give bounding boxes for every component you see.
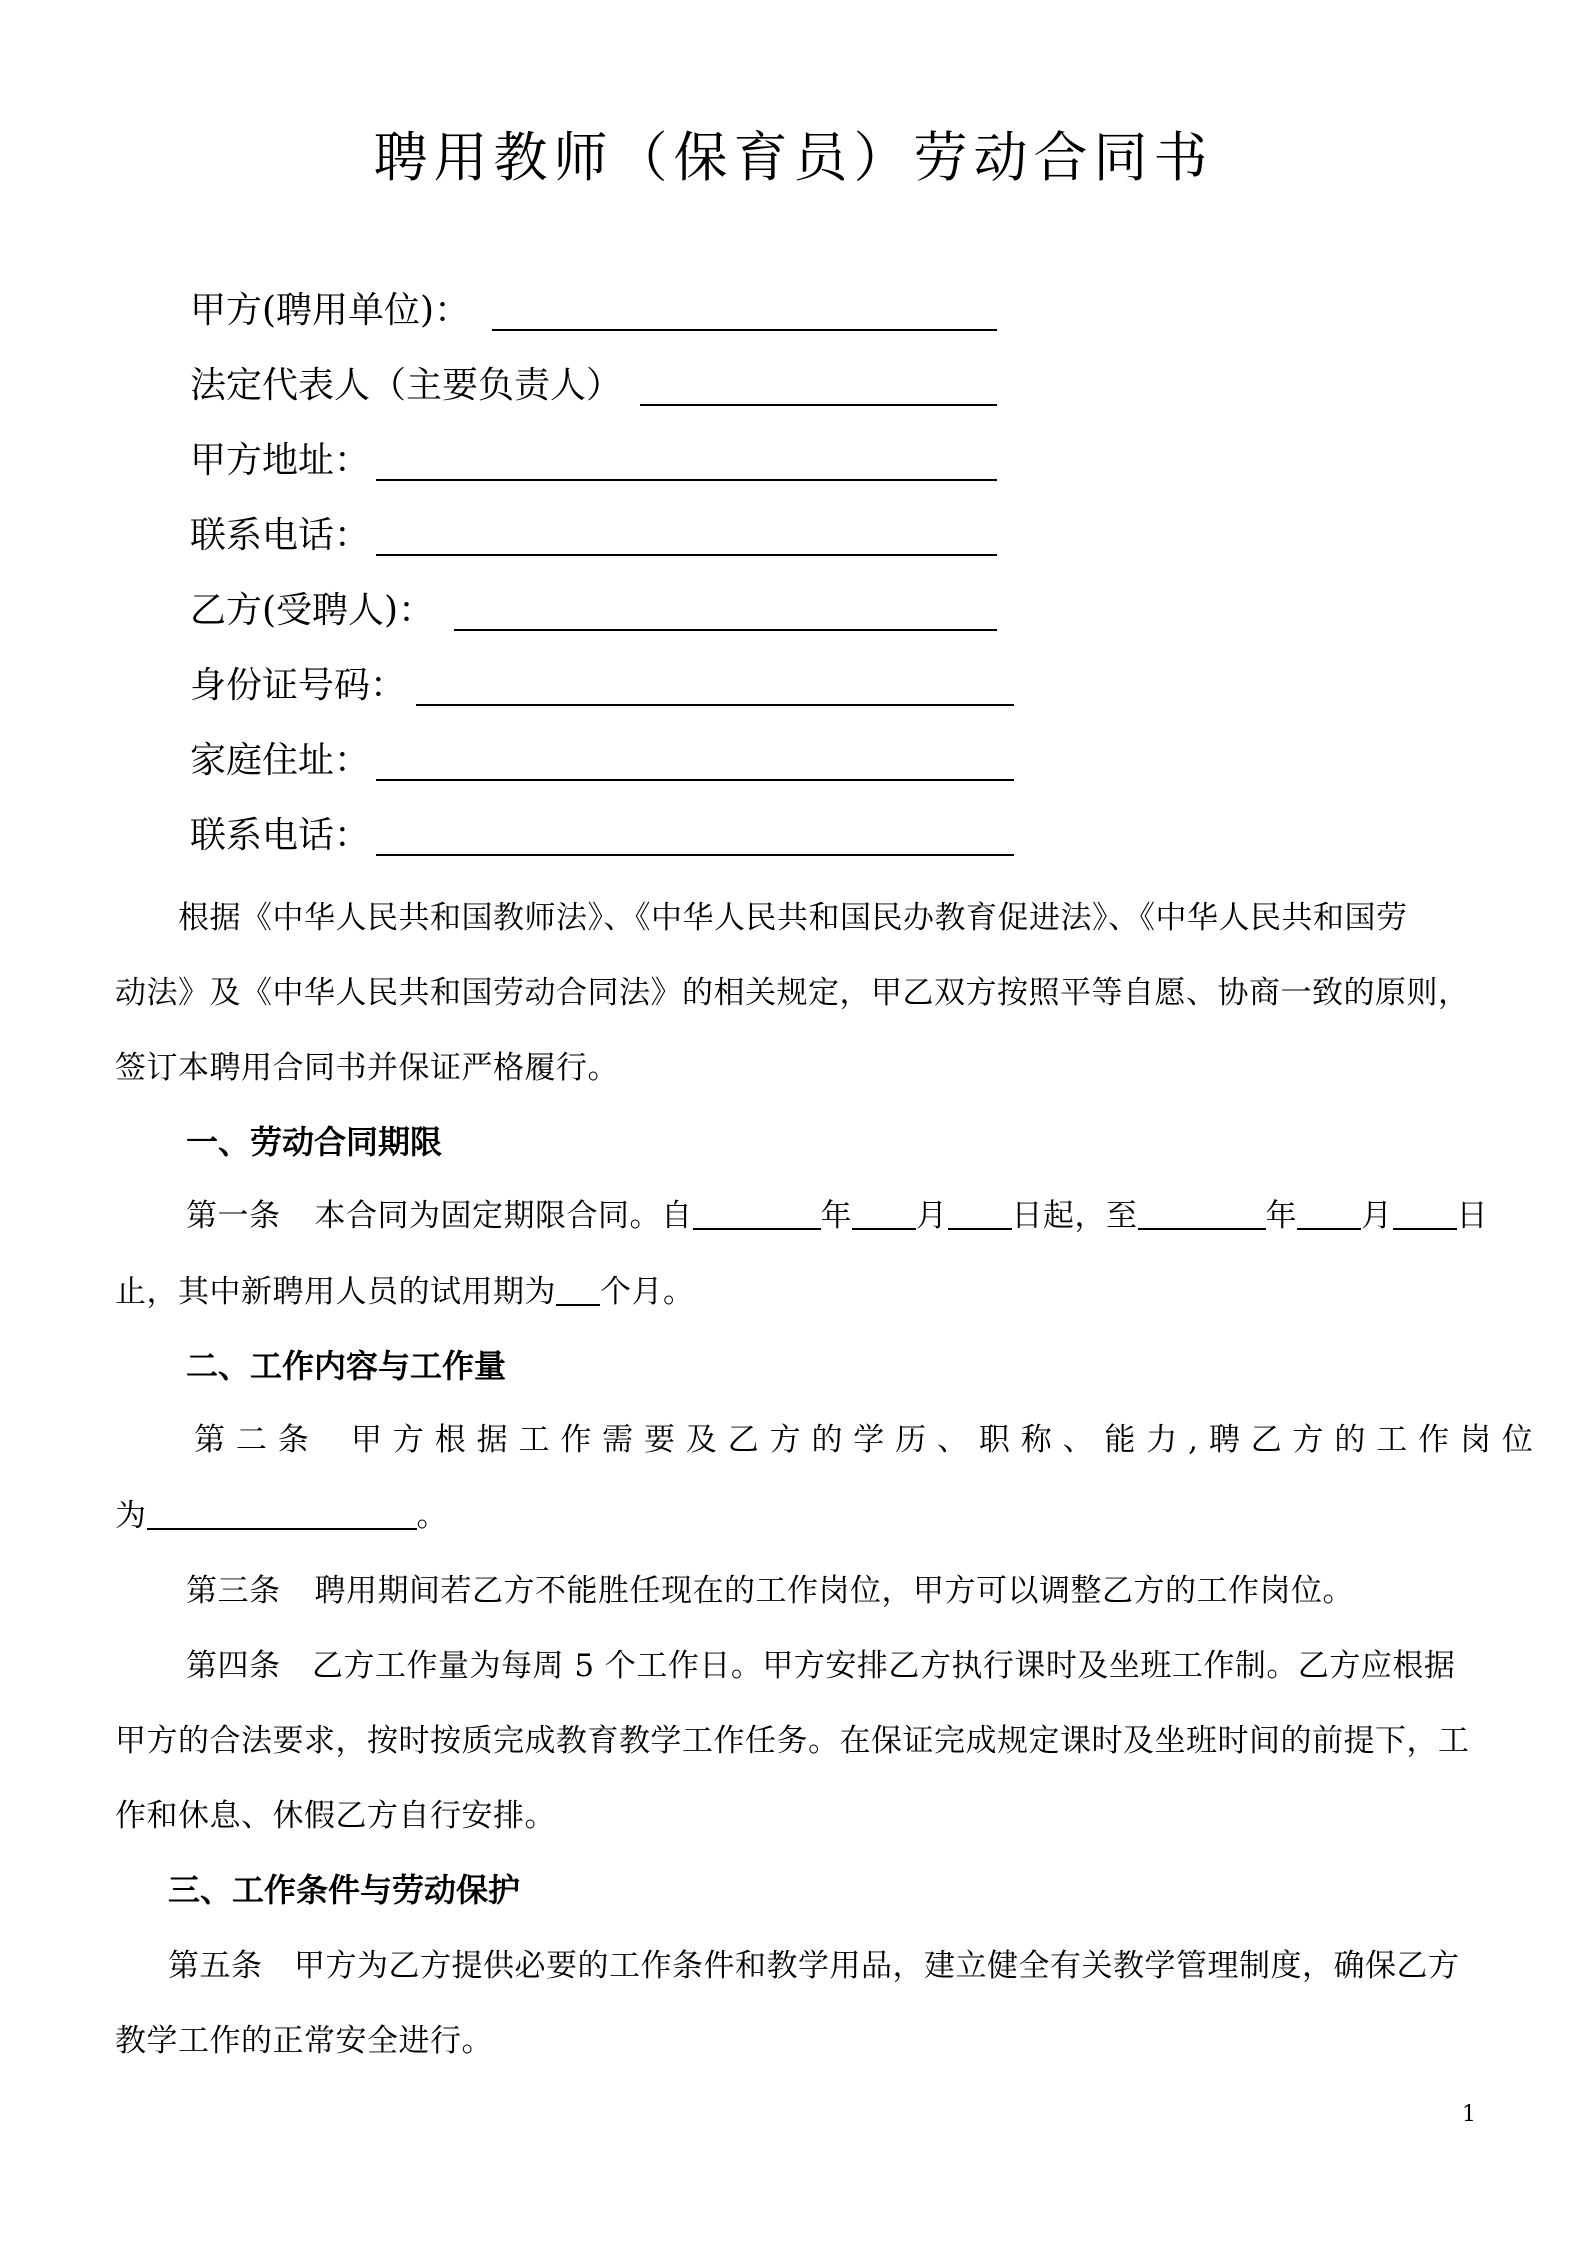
start-month-blank	[852, 1200, 916, 1230]
party-a-phone-blank	[376, 554, 997, 556]
position-blank	[147, 1500, 417, 1530]
end-day-label: 日	[1456, 1198, 1488, 1234]
year-label: 年	[820, 1198, 852, 1234]
party-b-label: 乙方(受聘人)：	[190, 590, 435, 631]
document-title: 聘用教师（保育员）劳动合同书	[373, 126, 1214, 189]
section-2-heading: 二、工作内容与工作量	[186, 1347, 507, 1385]
article-2-prefix: 为	[115, 1498, 147, 1534]
home-address-blank	[376, 779, 1014, 781]
intro-line-3: 签订本聘用合同书并保证严格履行。	[115, 1050, 619, 1086]
day-to-label: 日起，至	[1011, 1198, 1138, 1234]
article-3	[186, 1565, 1354, 1617]
party-a-address-label: 甲方地址：	[190, 440, 371, 481]
end-month-label: 月	[1361, 1198, 1393, 1234]
id-number-blank	[416, 704, 1014, 706]
start-year-blank	[693, 1200, 821, 1230]
end-month-blank	[1297, 1200, 1361, 1230]
end-year-blank	[1138, 1200, 1266, 1230]
article-4-line-2: 甲方的合法要求，按时按质完成教育教学工作任务。在保证完成规定课时及坐班时间的前提下，工	[115, 1723, 1470, 1759]
article-3-label: 第三条	[186, 1573, 281, 1609]
section-3-heading: 三、工作条件与劳动保护	[168, 1871, 521, 1909]
id-number-label: 身份证号码：	[190, 665, 407, 706]
probation-blank	[556, 1276, 600, 1306]
probation-unit: 个月。	[600, 1274, 695, 1310]
article-4-line-1: 第四条 乙方工作量为每周 5 个工作日。甲方安排乙方执行课时及坐班工作制。乙方应根据	[186, 1648, 1456, 1684]
legal-rep-blank	[640, 404, 997, 406]
party-b-phone-label: 联系电话：	[190, 815, 371, 856]
article-1-text-1: 本合同为固定期限合同。自	[314, 1198, 693, 1234]
article-1-line-2	[115, 1266, 695, 1318]
article-2-suffix: 。	[416, 1498, 448, 1534]
party-b-blank	[454, 629, 997, 631]
end-day-blank	[1393, 1200, 1457, 1230]
party-a-blank	[492, 329, 997, 331]
article-4-line-3: 作和休息、休假乙方自行安排。	[115, 1798, 556, 1834]
intro-line-2: 动法》及《中华人民共和国劳动合同法》的相关规定，甲乙双方按照平等自愿、协商一致的原则，	[115, 975, 1470, 1011]
party-b-phone-blank	[376, 854, 1014, 856]
article-5-line-1: 第五条 甲方为乙方提供必要的工作条件和教学用品，建立健全有关教学管理制度，确保乙方	[168, 1948, 1460, 1984]
section-1-heading: 一、劳动合同期限	[186, 1123, 443, 1161]
end-year-label: 年	[1265, 1198, 1297, 1234]
home-address-label: 家庭住址：	[190, 740, 371, 781]
party-a-label: 甲方(聘用单位)：	[190, 290, 471, 331]
article-2-line-1: 第 二 条 甲 方 根 据 工 作 需 要 及 乙 方 的 学 历 、 职 称 、 能 力 , 聘 乙 方 的 工 作 岗 位	[194, 1422, 1534, 1458]
article-3-text: 聘用期间若乙方不能胜任现在的工作岗位，甲方可以调整乙方的工作岗位。	[314, 1573, 1354, 1609]
article-1-line-1	[186, 1190, 1488, 1242]
party-a-address-blank	[376, 479, 997, 481]
legal-rep-label: 法定代表人（主要负责人）	[190, 365, 623, 406]
probation-text: 止，其中新聘用人员的试用期为	[115, 1274, 556, 1310]
page-number: 1	[1462, 2102, 1476, 2127]
intro-line-1: 根据《中华人民共和国教师法》、《中华人民共和国民办教育促进法》、《中华人民共和国劳	[178, 900, 1408, 936]
article-1-label: 第一条	[186, 1198, 281, 1234]
article-2-line-2	[115, 1490, 448, 1542]
start-day-blank	[948, 1200, 1012, 1230]
article-5-line-2: 教学工作的正常安全进行。	[115, 2023, 493, 2059]
month-label: 月	[916, 1198, 948, 1234]
party-a-phone-label: 联系电话：	[190, 515, 371, 556]
